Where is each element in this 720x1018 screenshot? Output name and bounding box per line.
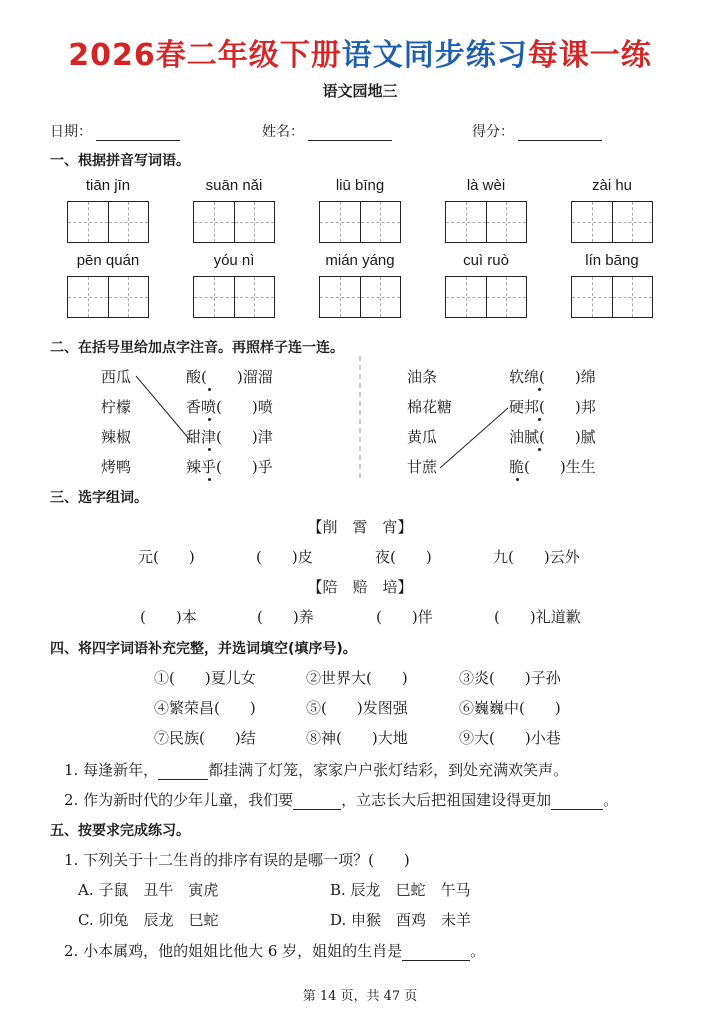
sentence-text: 2. 作为新时代的少年儿童，我们要 <box>64 791 294 809</box>
word-blank[interactable]: ( )礼道歉 <box>494 608 581 626</box>
pinyin-blank-phrase[interactable]: 甜津( )津 <box>186 428 273 446</box>
title-part-red: 2026春二年级下册 <box>68 38 342 73</box>
pinyin-label: zài hu <box>591 177 633 194</box>
title-part-blue: 语文同步练习 <box>341 38 528 73</box>
page-number: 第 14 页，共 47 页 <box>302 989 418 1004</box>
score-label: 得分： <box>472 124 514 140</box>
section-2-heading: 二、在括号里给加点字注音。再照样子连一连。 <box>50 340 344 356</box>
pinyin-label: tiān jīn <box>85 177 131 194</box>
section-3-heading: 三、选字组词。 <box>50 490 148 506</box>
option-c[interactable]: C. 卯兔 辰龙 巳蛇 <box>78 911 219 929</box>
section-5-heading: 五、按要求完成练习。 <box>50 823 190 839</box>
pinyin-blank-phrase[interactable]: 香喷( )喷 <box>186 398 273 416</box>
option-a[interactable]: A. 子鼠 丑牛 寅虎 <box>78 881 219 899</box>
idiom-blank[interactable]: ⑧神( )大地 <box>306 729 408 747</box>
idiom-blank[interactable]: ③炎( )子孙 <box>459 669 561 687</box>
idiom-blank[interactable]: ⑨大( )小巷 <box>459 729 561 747</box>
word-blank[interactable]: ( )伴 <box>376 608 433 626</box>
question-1: 1. 下列关于十二生肖的排序有误的是哪一项？( ) <box>64 851 410 869</box>
word-blank[interactable]: 夜( ) <box>375 548 432 566</box>
pinyin-label: liū bīng <box>335 177 385 194</box>
match-word: 西瓜 <box>101 368 132 386</box>
match-word: 棉花糖 <box>407 398 453 416</box>
section-4-heading: 四、将四字词语补充完整，并选词填空(填序号)。 <box>50 641 357 657</box>
answer-blank[interactable] <box>158 765 208 780</box>
match-word: 甘蔗 <box>407 458 438 476</box>
pinyin-blank-phrase[interactable]: 辣乎( )乎 <box>186 458 273 476</box>
pinyin-label: lín bāng <box>585 252 639 269</box>
pinyin-label: cuì ruò <box>463 252 509 269</box>
pinyin-blank-phrase[interactable]: 油腻( )腻 <box>509 428 596 446</box>
match-word: 辣椒 <box>101 428 132 446</box>
match-word: 油条 <box>407 368 438 386</box>
fill-sentence-2 <box>64 789 618 810</box>
idiom-blank[interactable]: ④繁荣昌( ) <box>154 699 256 717</box>
answer-blank[interactable] <box>293 795 341 810</box>
section-1-heading: 一、根据拼音写词语。 <box>50 153 190 169</box>
word-blank[interactable]: 九( )云外 <box>493 548 580 566</box>
pinyin-blank-phrase[interactable]: 硬邦( )邦 <box>509 398 596 416</box>
option-d[interactable]: D. 申猴 酉鸡 未羊 <box>330 911 472 929</box>
lesson-title: 语文园地三 <box>322 82 398 100</box>
match-word: 烤鸭 <box>101 458 132 476</box>
sentence-text: ，立志长大后把祖国建设得更加 <box>341 791 552 809</box>
char-choice-group: 【陪 赔 培】 <box>307 578 413 596</box>
pinyin-blank-phrase[interactable]: 脆( )生生 <box>509 458 596 476</box>
word-blank[interactable]: ( )养 <box>257 608 314 626</box>
name-label: 姓名： <box>262 124 304 140</box>
date-label: 日期： <box>50 124 92 140</box>
pinyin-label: là wèi <box>466 177 506 194</box>
fill-sentence-1 <box>64 759 568 780</box>
sentence-text: 都挂满了灯笼，家家户户张灯结彩，到处充满欢笑声。 <box>208 761 569 779</box>
word-blank[interactable]: ( )本 <box>140 608 197 626</box>
idiom-blank[interactable]: ②世界大( ) <box>306 669 408 687</box>
title-part-red-2: 每课一练 <box>527 38 652 73</box>
sentence-text: 1. 每逢新年， <box>64 761 159 779</box>
pinyin-label: suān nǎi <box>205 177 263 194</box>
question-2 <box>64 940 485 961</box>
idiom-blank[interactable]: ⑤( )发图强 <box>306 699 408 717</box>
sentence-text: 2. 小本属鸡，他的姐姐比他大 6 岁，姐姐的生肖是 <box>64 942 403 960</box>
example-match-line <box>440 408 508 468</box>
pinyin-blank-phrase[interactable]: 软绵( )绵 <box>509 368 596 386</box>
match-word: 柠檬 <box>101 398 132 416</box>
pinyin-label: yóu nì <box>213 252 255 269</box>
pinyin-label: pēn quán <box>76 252 140 269</box>
answer-blank[interactable] <box>551 795 603 810</box>
option-b[interactable]: B. 辰龙 巳蛇 午马 <box>330 881 471 899</box>
answer-blank[interactable] <box>402 946 470 961</box>
sentence-text: 。 <box>603 791 619 809</box>
idiom-blank[interactable]: ①( )夏儿女 <box>154 669 256 687</box>
pinyin-blank-phrase[interactable]: 酸( )溜溜 <box>186 368 273 386</box>
word-blank[interactable]: 元( ) <box>138 548 195 566</box>
example-match-line <box>136 376 190 440</box>
char-choice-group: 【削 霄 宵】 <box>307 518 413 536</box>
match-word: 黄瓜 <box>407 428 438 446</box>
word-blank[interactable]: ( )皮 <box>256 548 313 566</box>
idiom-blank[interactable]: ⑦民族( )结 <box>154 729 256 747</box>
idiom-blank[interactable]: ⑥巍巍中( ) <box>459 699 561 717</box>
pinyin-label: mián yáng <box>325 252 395 269</box>
sentence-text: 。 <box>470 942 486 960</box>
